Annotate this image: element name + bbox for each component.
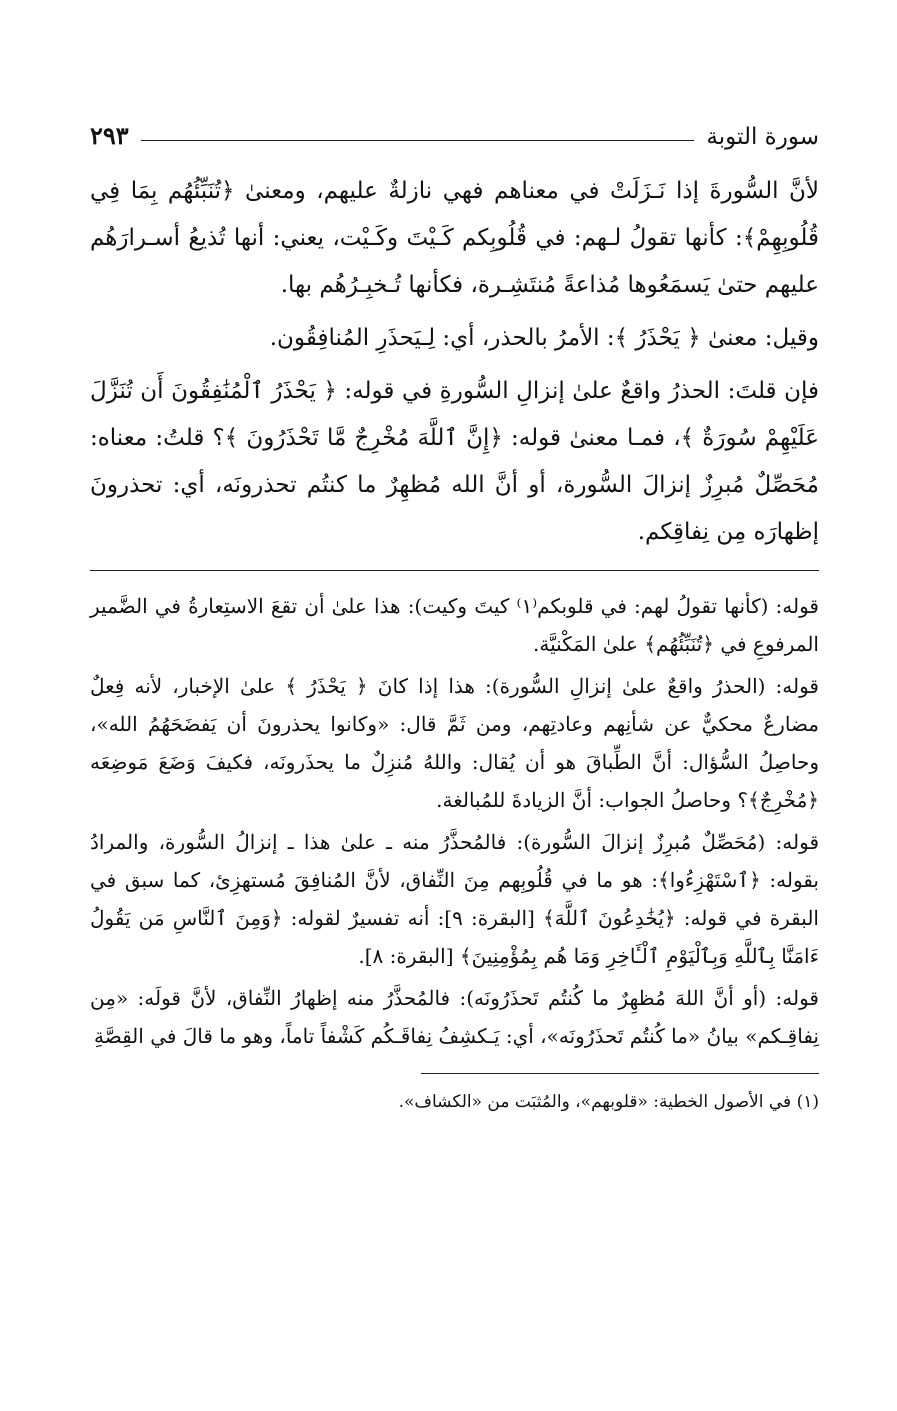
- main-paragraph: لأنَّ السُّورةَ إذا نَـزَلَتْ في معناهم فهي نازلةٌ عليهم، ومعنىٰ ﴿تُنَبِّئُهُم بِمَا فِي قُلُوبِهِمْ﴾: كأنها تقولُ لـهم: في قُلُوبِكم كَـيْتَ وكَـيْت، يعني: أنها تُذيعُ أسـرارَهُم عليهم حتىٰ يَسمَعُوها مُذاعةً مُنتَشِـرة، فكأنها تُـخبِـرُهُم بها.: [90, 178, 819, 298]
- main-paragraph: فإن قلتَ: الحذرُ واقعٌ علىٰ إنزالِ السُّورةِ في قوله: ﴿ يَحْذَرُ ٱلْمُنَٰفِقُونَ أَن تُنَزَّلَ عَلَيْهِمْ سُورَةٌ ﴾، فمـا معنىٰ قوله: ﴿إِنَّ ٱللَّهَ مُخْرِجٌ مَّا تَحْذَرُونَ ﴾؟ قلتُ: معناه: مُحَصِّلٌ مُبرِزٌ إنزالَ السُّورة، أو أنَّ الله مُظهِرٌ ما كنتُم تحذرونَه، أي: تحذرونَ إظهارَه مِن نِفاقِكم.: [90, 378, 819, 545]
- commentary-paragraph: قوله: (الحذرُ واقعٌ علىٰ إنزالِ السُّورة): هذا إذا كانَ ﴿ يَحْذَرُ ﴾ علىٰ الإخبار، لأنه فِعلٌ مضارعٌ محكيٌّ عن شأنِهم وعادتِهم، ومن ثَمَّ قال: «وكانوا يحذرونَ أن يَفضَحَهُمُ الله»، وحاصِلُ السُّؤال: أنَّ الطِّباقَ هو أن يُقال: واللهُ مُنزِلٌ ما يحذَرونَه، فكيفَ وَضَعَ مَوضِعَه ﴿مُخْرِجٌ﴾؟ وحاصلُ الجواب: أنَّ الزيادةَ للمُبالغة.: [90, 674, 819, 812]
- commentary-section: [90, 587, 819, 1055]
- main-paragraph: وقيل: معنىٰ ﴿ يَحْذَرُ ﴾: الأمرُ بالحذر، أي: لِـيَحذَرِ المُنافِقُون.: [269, 325, 819, 351]
- page-header: [90, 112, 819, 150]
- commentary-paragraph: قوله: (مُحَصِّلٌ مُبرِزٌ إنزالَ السُّورة): فالمُحذَّرُ منه ـ علىٰ هذا ـ إنزالُ السُّورة، والمرادُ بقوله: ﴿ٱسْتَهْزِءُوا﴾: هو ما في قُلُوبِهم مِنَ النِّفاق، لأنَّ المُنافِقَ مُستهزِئ، كما سبق في البقرة في قوله: ﴿يُخَٰدِعُونَ ٱللَّهَ﴾ [البقرة: ٩]: أنه تفسيرٌ لقوله: ﴿وَمِنَ ٱلنَّاسِ مَن يَقُولُ ءَامَنَّا بِٱللَّهِ وَبِٱلْيَوْمِ ٱلْـَٔاخِرِ وَمَا هُم بِمُؤْمِنِينَ﴾ [البقرة: ٨].: [90, 830, 819, 968]
- commentary-paragraph: قوله: (كأنها تقولُ لهم: في قلوبكم⁽١⁾ كيتَ وكيت): هذا علىٰ أن تقعَ الاستِعارةُ في الضَّمير المرفوعِ في ﴿تُنَبِّئُهُم﴾ علىٰ المَكْنيَّة.: [90, 594, 819, 656]
- page-number: ٢٩٣: [90, 121, 129, 150]
- commentary-paragraph: قوله: (أو أنَّ اللهَ مُظهِرٌ ما كُنتُم تَحذَرُونَه): فالمُحذَّرُ منه إظهارُ النِّفاق، لأنَّ قولَه: «مِن نِفاقِـكم» بيانُ «ما كُنتُم تَحذَرُونَه»، أي: يَـكشِفُ نِفاقَـكُم كَشْفاً تاماً، وهو ما قالَ في القِصَّةِ: [90, 986, 819, 1048]
- main-text: [90, 168, 819, 556]
- footnote: (١) في الأصول الخطية: «قلوبهم»، والمُثبَت من «الكشاف».: [398, 1092, 819, 1112]
- footnote-divider: [421, 1073, 819, 1074]
- surah-title: سورة التوبة: [706, 124, 819, 150]
- header-rule: [141, 140, 695, 141]
- section-divider: [90, 570, 819, 571]
- book-page: [90, 112, 819, 1116]
